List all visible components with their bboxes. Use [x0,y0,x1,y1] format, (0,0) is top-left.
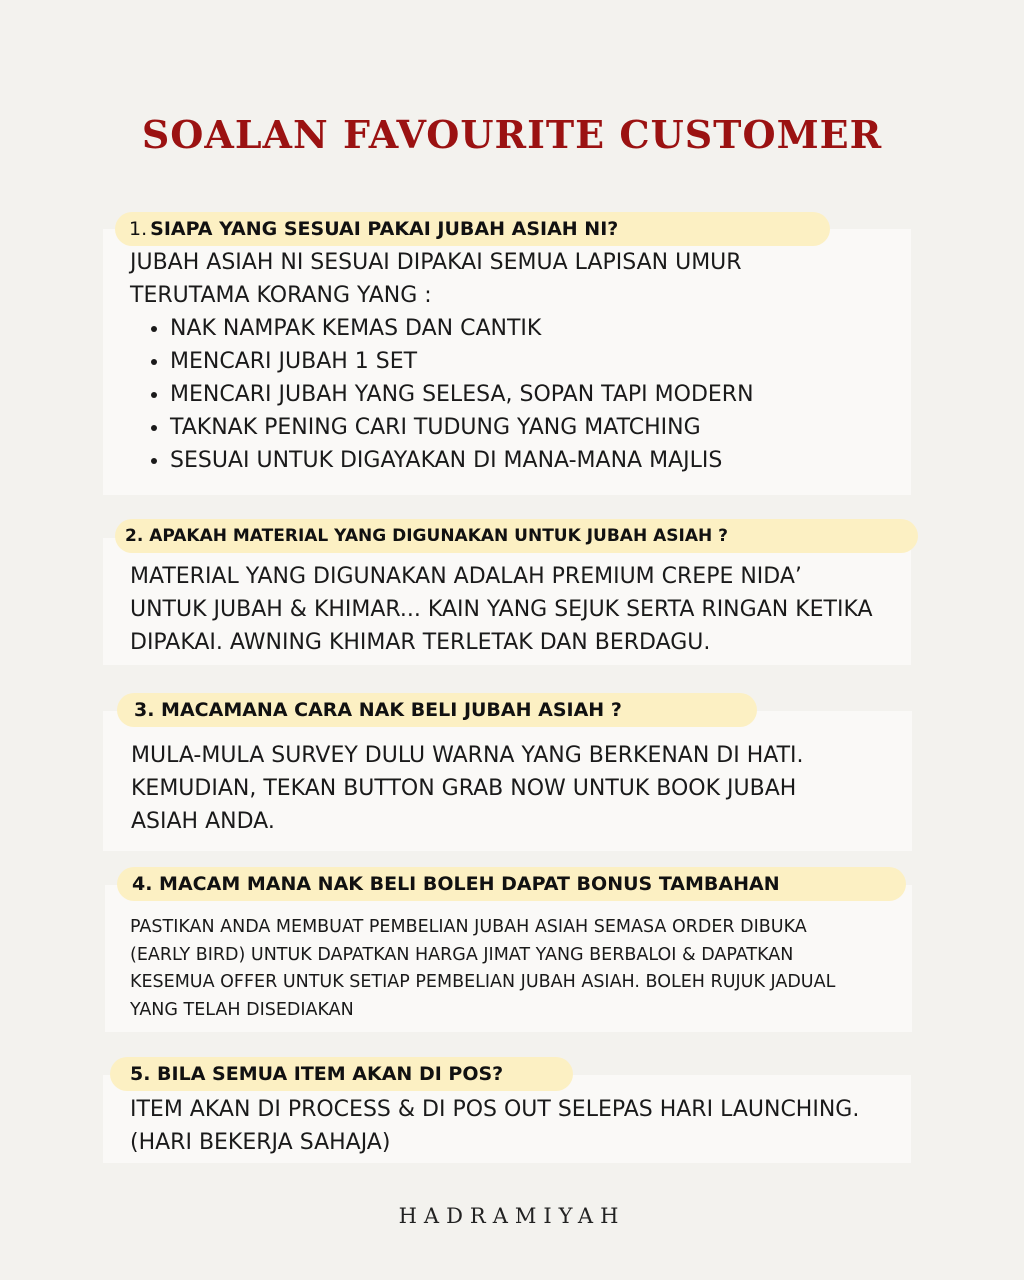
list-item: • SESUAI UNTUK DIGAYAKAN DI MANA-MANA MAJLIS [170,444,754,477]
answer-line: (HARI BEKERJA SAHAJA) [130,1130,391,1155]
answer-4 [130,914,835,1024]
answer-line: MULA-MULA SURVEY DULU WARNA YANG BERKENAN DI HATI. [131,743,804,768]
answer-line: (EARLY BIRD) UNTUK DAPATKAN HARGA JIMAT YANG BERBALOI & DAPATKAN [130,944,794,965]
list-item: • TAKNAK PENING CARI TUDUNG YANG MATCHING [170,411,754,444]
question-text: SIAPA YANG SESUAI PAKAI JUBAH ASIAH NI? [150,218,619,240]
question-3 [117,693,757,727]
answer-2 [130,560,873,659]
answer-line: DIPAKAI. AWNING KHIMAR TERLETAK DAN BERDAGU. [130,630,711,655]
answer-line: ITEM AKAN DI PROCESS & DI POS OUT SELEPAS HARI LAUNCHING. [130,1097,860,1122]
brand-footer: HADRAMIYAH [398,1204,626,1228]
question-4 [117,867,906,901]
list-item: • MENCARI JUBAH 1 SET [170,345,754,378]
bullet-list [130,312,754,477]
answer-line: ASIAH ANDA. [131,809,275,834]
question-text: 5. BILA SEMUA ITEM AKAN DI POS? [130,1063,504,1085]
answer-line: KEMUDIAN, TEKAN BUTTON GRAB NOW UNTUK BOOK JUBAH [131,776,797,801]
answer-line: UNTUK JUBAH & KHIMAR... KAIN YANG SEJUK SERTA RINGAN KETIKA [130,597,873,622]
question-text: 2. APAKAH MATERIAL YANG DIGUNAKAN UNTUK JUBAH ASIAH ? [125,526,728,546]
answer-line: YANG TELAH DISEDIAKAN [130,999,354,1020]
answer-line: PASTIKAN ANDA MEMBUAT PEMBELIAN JUBAH ASIAH SEMASA ORDER DIBUKA [130,917,807,937]
answer-line: TERUTAMA KORANG YANG : [130,283,432,308]
answer-line: KESEMUA OFFER UNTUK SETIAP PEMBELIAN JUBAH ASIAH. BOLEH RUJUK JADUAL [130,972,836,992]
question-number: 1. [129,218,148,240]
list-item: • NAK NAMPAK KEMAS DAN CANTIK [170,312,754,345]
question-1 [115,212,830,246]
answer-line: JUBAH ASIAH NI SESUAI DIPAKAI SEMUA LAPISAN UMUR [130,250,742,275]
question-2 [115,519,918,553]
list-item: • MENCARI JUBAH YANG SELESA, SOPAN TAPI MODERN [170,378,754,411]
answer-line: MATERIAL YANG DIGUNAKAN ADALAH PREMIUM CREPE NIDA’ [130,564,802,589]
question-text: 4. MACAM MANA NAK BELI BOLEH DAPAT BONUS TAMBAHAN [132,873,780,895]
question-text: 3. MACAMANA CARA NAK BELI JUBAH ASIAH ? [134,699,622,721]
question-5 [110,1057,573,1091]
answer-5 [130,1093,859,1159]
answer-3 [131,739,804,838]
page-title: SOALAN FAVOURITE CUSTOMER [141,112,883,157]
answer-1 [130,246,754,477]
